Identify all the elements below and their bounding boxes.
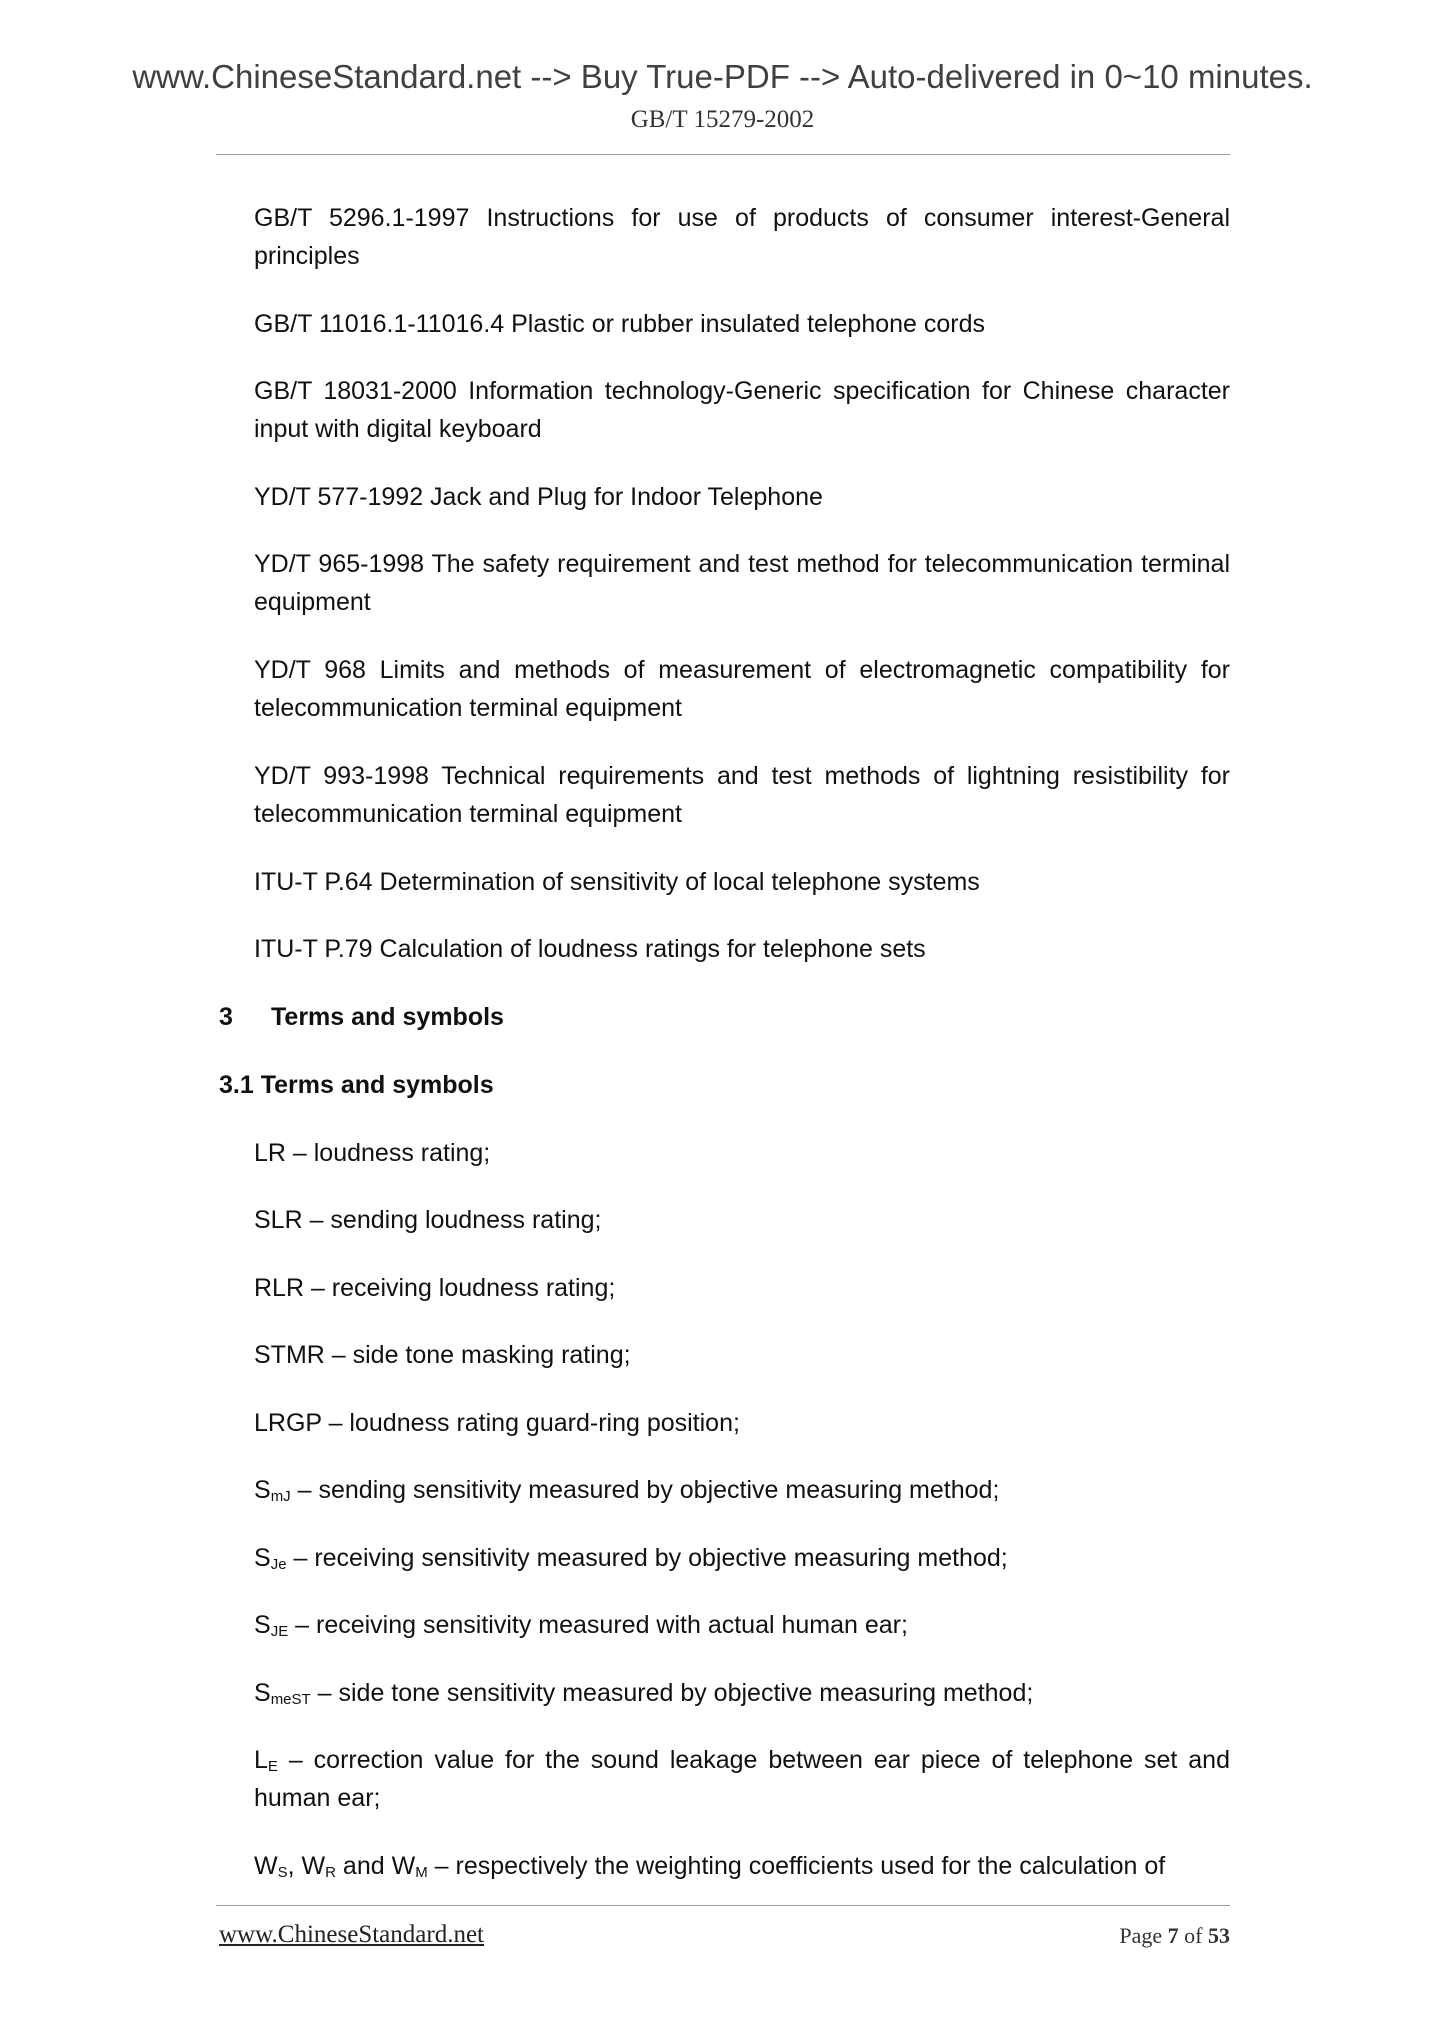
definition-text: – side tone sensitivity measured by objective measuring method; [310,1679,1034,1707]
term-definition [254,1539,1230,1577]
reference-item: YD/T 968 Limits and methods of measurement of electromagnetic compatibility for telecommunication terminal equipment [254,656,1230,722]
reference-item: YD/T 965-1998 The safety requirement and test method for telecommunication terminal equipment [254,550,1230,616]
separator: , [287,1852,302,1880]
page-number: 7 [1167,1923,1179,1948]
symbol: W [391,1852,416,1880]
footer-site-link[interactable]: www.ChineseStandard.net [219,1921,484,1948]
reference-item: ITU-T P.79 Calculation of loudness ratings for telephone sets [254,935,926,963]
term-definition: RLR – receiving loudness rating; [254,1274,616,1302]
symbol-subscript: mJ [270,1488,291,1505]
header-divider [216,154,1230,155]
term-definition [254,1674,1230,1712]
symbol: S [254,1476,271,1504]
symbol-subscript: E [267,1758,278,1775]
definition-text: – receiving sensitivity measured with actual human ear; [288,1611,908,1639]
symbol: L [254,1746,268,1774]
reference-item: GB/T 5296.1-1997 Instructions for use of products of consumer interest-General principles [254,204,1230,270]
page-label: Page [1119,1923,1163,1948]
symbol-subscript: Je [270,1556,287,1573]
reference-item: YD/T 993-1998 Technical requirements and test methods of lightning resistibility for telecommunication terminal equipment [254,762,1230,828]
reference-item: YD/T 577-1992 Jack and Plug for Indoor Telephone [254,483,823,511]
term-definition: SLR – sending loudness rating; [254,1206,602,1234]
symbol: W [301,1852,326,1880]
page-of-label: of [1184,1923,1203,1948]
separator: and [335,1852,392,1880]
symbol: S [254,1544,271,1572]
section-heading [219,998,504,1036]
reference-item: GB/T 11016.1-11016.4 Plastic or rubber insulated telephone cords [254,310,986,338]
symbol: W [254,1852,278,1880]
subsection-heading: 3.1 Terms and symbols [219,1071,494,1099]
page-total: 53 [1208,1923,1230,1948]
term-definition: LRGP – loudness rating guard-ring position; [254,1409,740,1437]
reference-item: ITU-T P.64 Determination of sensitivity of local telephone systems [254,868,980,896]
term-definition: LR – loudness rating; [254,1139,491,1167]
symbol-subscript: meST [270,1691,311,1708]
symbol-subscript: JE [270,1623,289,1640]
definition-text: – receiving sensitivity measured by objective measuring method; [286,1544,1008,1572]
symbol-subscript: R [325,1864,336,1881]
document-code: GB/T 15279-2002 [630,106,815,133]
term-definition [254,1471,1230,1509]
term-definition: STMR – side tone masking rating; [254,1341,631,1369]
reference-item: GB/T 18031-2000 Information technology-Generic specification for Chinese character input with digital keyboard [254,377,1230,443]
symbol: S [254,1611,271,1639]
symbol-subscript: M [415,1864,428,1881]
top-banner: www.ChineseStandard.net --> Buy True-PDF --> Auto-delivered in 0~10 minutes. [132,58,1313,95]
definition-text: – sending sensitivity measured by objective measuring method; [290,1476,1000,1504]
footer-divider [216,1905,1230,1906]
symbol-subscript: S [277,1864,288,1881]
term-definition [254,1741,1230,1817]
definition-text: – respectively the weighting coefficients used for the calculation of [427,1852,1166,1880]
definition-text: – correction value for the sound leakage between ear piece of telephone set and human ear; [254,1746,1230,1812]
section-number: 3 [219,1003,233,1031]
term-definition [254,1847,1230,1885]
term-definition [254,1606,1230,1644]
section-title: Terms and symbols [271,1003,504,1031]
page-indicator [1119,1923,1230,1949]
symbol: S [254,1679,271,1707]
